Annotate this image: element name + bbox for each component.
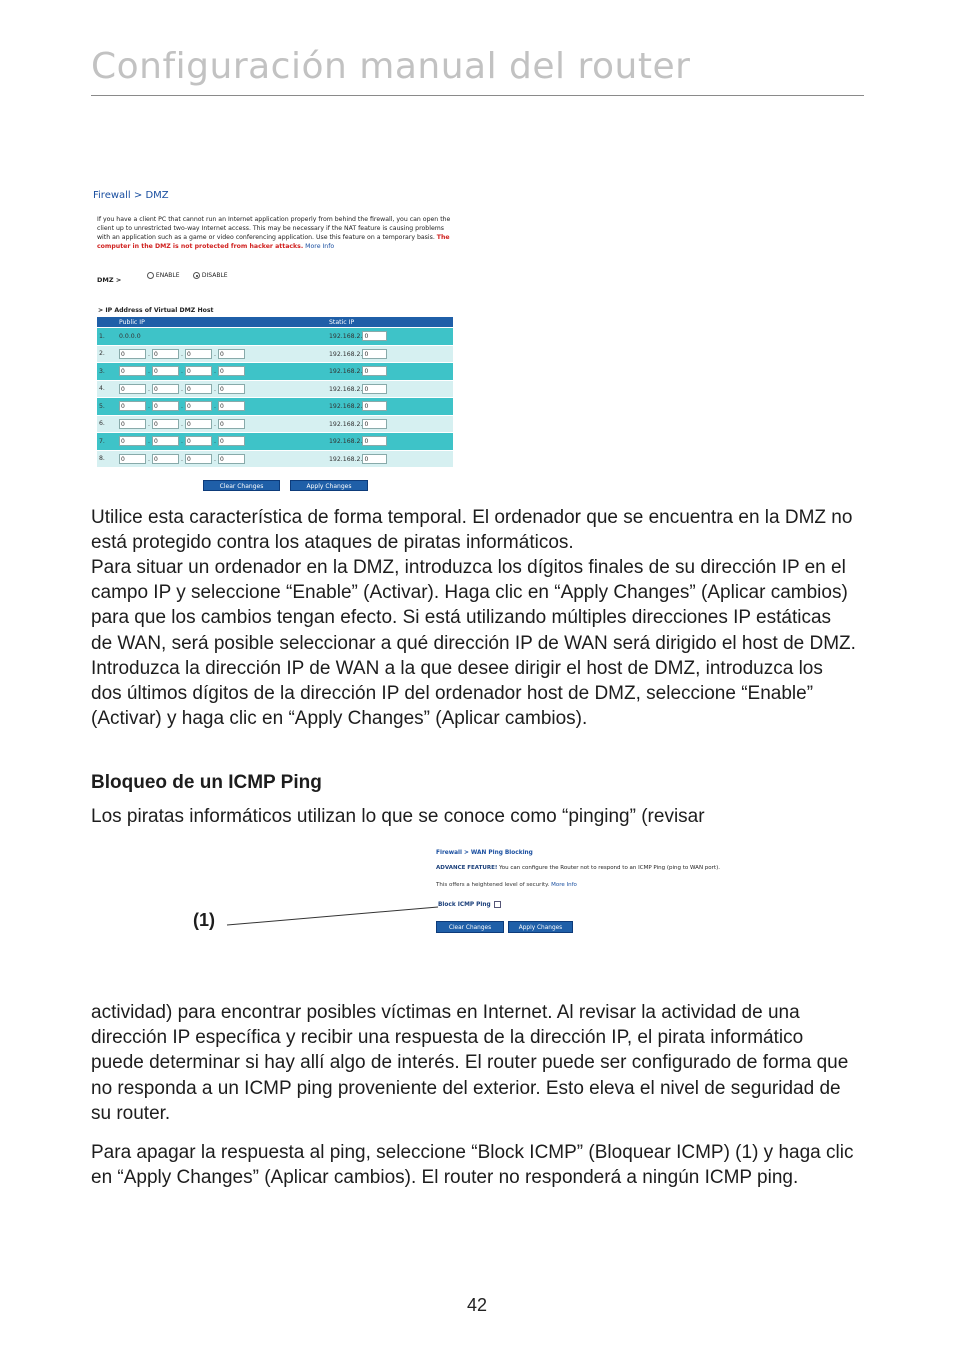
public-ip-octet-input[interactable]: 0: [152, 384, 179, 394]
advance-description: You can configure the Router not to respond to an ICMP Ping (ping to WAN port).: [497, 865, 720, 871]
octet-separator: .: [148, 455, 150, 463]
public-ip-cell: [117, 433, 327, 451]
static-ip-cell: [327, 380, 453, 398]
public-ip-octet-input[interactable]: 0: [119, 366, 146, 376]
advance-feature-text: [436, 865, 720, 871]
title-divider: [91, 95, 864, 96]
enable-option[interactable]: [147, 272, 180, 279]
static-ip-prefix: 192.168.2.: [329, 455, 363, 463]
octet-separator: .: [181, 420, 183, 428]
row-number: 8.: [97, 450, 117, 467]
paragraph-block-instructions: Para apagar la respuesta al ping, seleccione “Block ICMP” (Bloquear ICMP) (1) y haga clic en “Apply Changes” (Aplicar cambios). El router no responderá a ningún ICMP ping.: [91, 1142, 854, 1189]
octet-separator: .: [148, 438, 150, 446]
security-note: [436, 882, 577, 888]
public-ip-cell: [117, 363, 327, 381]
page-title: Configuración manual del router: [91, 46, 691, 87]
static-ip-input[interactable]: 0: [362, 454, 387, 464]
table-row: [97, 363, 453, 381]
public-ip-octet-input[interactable]: 0: [185, 349, 212, 359]
page-number: 42: [466, 1295, 488, 1315]
public-ip-octet-input[interactable]: 0: [218, 384, 245, 394]
octet-separator: .: [214, 438, 216, 446]
apply-changes-button[interactable]: Apply Changes: [290, 480, 368, 491]
public-ip-cell: [117, 398, 327, 416]
octet-separator: .: [214, 455, 216, 463]
static-ip-prefix: 192.168.2.: [329, 350, 363, 358]
octet-separator: .: [148, 385, 150, 393]
paragraph-warning: Utilice esta característica de forma temporal. El ordenador que se encuentra en la DMZ no está protegido contra los ataques de piratas informáticos.: [91, 507, 853, 554]
disable-option[interactable]: [193, 272, 228, 279]
enable-label: ENABLE: [155, 272, 180, 279]
dmz-screenshot: [91, 186, 456, 496]
octet-separator: .: [214, 403, 216, 411]
public-ip-octet-input[interactable]: 0: [185, 454, 212, 464]
dmz-label: DMZ >: [97, 276, 122, 284]
dmz-warning: The computer in the DMZ is not protected from hacker attacks.: [97, 234, 450, 250]
public-ip-value: 0.0.0.0: [119, 332, 141, 340]
public-ip-octet-input[interactable]: 0: [119, 454, 146, 464]
static-ip-input[interactable]: 0: [362, 366, 387, 376]
row-number: 3.: [97, 363, 117, 381]
callout-label: (1): [193, 910, 215, 930]
static-ip-cell: [327, 328, 453, 346]
table-row: [97, 380, 453, 398]
octet-separator: .: [181, 385, 183, 393]
table-row: [97, 398, 453, 416]
row-number: 2.: [97, 345, 117, 363]
icmp-apply-changes-button[interactable]: Apply Changes: [508, 921, 573, 933]
public-ip-octet-input[interactable]: 0: [218, 454, 245, 464]
public-ip-octet-input[interactable]: 0: [119, 419, 146, 429]
dmz-host-table: [97, 317, 453, 467]
static-ip-prefix: 192.168.2.: [329, 333, 363, 341]
row-number: 7.: [97, 433, 117, 451]
public-ip-octet-input[interactable]: 0: [218, 419, 245, 429]
row-number: 1.: [97, 328, 117, 346]
octet-separator: .: [148, 368, 150, 376]
paragraph-pinging-explanation: actividad) para encontrar posibles víctimas en Internet. Al revisar la actividad de una dirección IP específica y recibir una respuesta de la dirección IP, el pirata informático puede determinar si hay allí algo de interés. El router puede ser configurado de forma que no responda a un ICMP ping proveniente del exterior. Esto eleva el nivel de seguridad de su router.: [91, 1002, 849, 1124]
table-row: [97, 415, 453, 433]
public-ip-octet-input[interactable]: 0: [119, 384, 146, 394]
icmp-breadcrumb: Firewall > WAN Ping Blocking: [436, 850, 533, 856]
public-ip-octet-input[interactable]: 0: [152, 454, 179, 464]
block-icmp-checkbox[interactable]: [494, 901, 501, 908]
public-ip-cell: [117, 415, 327, 433]
static-ip-prefix: 192.168.2.: [329, 420, 363, 428]
public-ip-octet-input[interactable]: 0: [218, 349, 245, 359]
block-icmp-row: [438, 901, 501, 908]
static-ip-prefix: 192.168.2.: [329, 368, 363, 376]
table-row: [97, 328, 453, 346]
breadcrumb: Firewall > DMZ: [93, 190, 169, 201]
clear-changes-button[interactable]: Clear Changes: [203, 480, 280, 491]
public-ip-cell: [117, 380, 327, 398]
octet-separator: .: [214, 385, 216, 393]
static-ip-input[interactable]: 0: [362, 384, 387, 394]
public-ip-octet-input[interactable]: 0: [185, 384, 212, 394]
static-ip-input[interactable]: 0: [362, 349, 387, 359]
octet-separator: .: [181, 438, 183, 446]
public-ip-octet-input[interactable]: 0: [152, 436, 179, 446]
static-ip-cell: [327, 363, 453, 381]
octet-separator: .: [181, 350, 183, 358]
octet-separator: .: [214, 350, 216, 358]
octet-separator: .: [148, 350, 150, 358]
public-ip-octet-input[interactable]: 0: [152, 401, 179, 411]
dmz-intro: [97, 215, 452, 251]
icmp-clear-changes-button[interactable]: Clear Changes: [436, 921, 504, 933]
row-number: 6.: [97, 415, 117, 433]
static-ip-prefix: 192.168.2.: [329, 438, 363, 446]
static-ip-input[interactable]: 0: [362, 401, 387, 411]
public-ip-octet-input[interactable]: 0: [152, 349, 179, 359]
static-ip-input[interactable]: 0: [362, 436, 387, 446]
public-ip-octet-input[interactable]: 0: [185, 436, 212, 446]
dmz-toggle-row: [97, 272, 297, 286]
static-ip-cell: [327, 345, 453, 363]
public-ip-octet-input[interactable]: 0: [119, 349, 146, 359]
block-icmp-label: Block ICMP Ping: [438, 902, 491, 908]
paragraph-dmz-instructions: Para situar un ordenador en la DMZ, introduzca los dígitos finales de su dirección IP en el campo IP y seleccione “Enable” (Activar). Haga clic en “Apply Changes” (Aplicar cambios) para que los cambios tengan efecto. Si está utilizando múltiples direcciones IP estáticas de WAN, será posible seleccionar a qué dirección IP de WAN será dirigido el host de DMZ. Introduzca la dirección IP de WAN a la que desee dirigir el host de DMZ, introduzca los dos últimos dígitos de la dirección IP del ordenador host de DMZ, seleccione “Enable” (Activar) y haga clic en “Apply Changes” (Aplicar cambios).: [91, 557, 856, 730]
static-ip-prefix: 192.168.2.: [329, 403, 363, 411]
octet-separator: .: [148, 403, 150, 411]
col-public-ip: Public IP: [117, 317, 327, 328]
row-number: 4.: [97, 380, 117, 398]
public-ip-cell: [117, 328, 327, 346]
octet-separator: .: [214, 368, 216, 376]
static-ip-cell: [327, 433, 453, 451]
public-ip-octet-input[interactable]: 0: [185, 401, 212, 411]
section-heading: Bloqueo de un ICMP Ping: [91, 772, 322, 793]
icmp-more-info-link[interactable]: More Info: [551, 882, 577, 888]
octet-separator: .: [214, 420, 216, 428]
static-ip-cell: [327, 450, 453, 467]
icmp-screenshot: [436, 846, 766, 938]
public-ip-octet-input[interactable]: 0: [185, 366, 212, 376]
col-static-ip: Static IP: [327, 317, 453, 328]
table-row: [97, 450, 453, 467]
public-ip-octet-input[interactable]: 0: [152, 419, 179, 429]
disable-radio[interactable]: [193, 272, 200, 279]
advance-label: ADVANCE FEATURE!: [436, 865, 498, 871]
more-info-link[interactable]: More Info: [305, 243, 335, 250]
public-ip-cell: [117, 345, 327, 363]
public-ip-octet-input[interactable]: 0: [119, 401, 146, 411]
security-note-text: This offers a heightened level of security.: [436, 882, 550, 888]
public-ip-octet-input[interactable]: 0: [218, 366, 245, 376]
table-row: [97, 345, 453, 363]
octet-separator: .: [181, 368, 183, 376]
static-ip-cell: [327, 415, 453, 433]
static-ip-input[interactable]: 0: [362, 419, 387, 429]
public-ip-octet-input[interactable]: 0: [185, 419, 212, 429]
octet-separator: .: [148, 420, 150, 428]
static-ip-input[interactable]: 0: [362, 331, 387, 341]
public-ip-octet-input[interactable]: 0: [119, 436, 146, 446]
col-num: [97, 317, 117, 328]
paragraph-pinging-intro: Los piratas informáticos utilizan lo que se conoce como “pinging” (revisar: [91, 806, 705, 827]
octet-separator: .: [181, 455, 183, 463]
static-ip-cell: [327, 398, 453, 416]
table-row: [97, 433, 453, 451]
public-ip-cell: [117, 450, 327, 467]
disable-label: DISABLE: [201, 272, 228, 279]
public-ip-octet-input[interactable]: 0: [218, 401, 245, 411]
row-number: 5.: [97, 398, 117, 416]
table-caption: > IP Address of Virtual DMZ Host: [98, 307, 214, 314]
public-ip-octet-input[interactable]: 0: [218, 436, 245, 446]
dmz-intro-text: If you have a client PC that cannot run an Internet application properly from behind the firewall, you can open the client up to unrestricted two-way Internet access. This may be necessary if the NAT feature is causing problems with an application such as a game or video conferencing application. Use this feature on a temporary basis.: [97, 216, 451, 241]
octet-separator: .: [181, 403, 183, 411]
public-ip-octet-input[interactable]: 0: [152, 366, 179, 376]
enable-radio[interactable]: [147, 272, 154, 279]
static-ip-prefix: 192.168.2.: [329, 385, 363, 393]
